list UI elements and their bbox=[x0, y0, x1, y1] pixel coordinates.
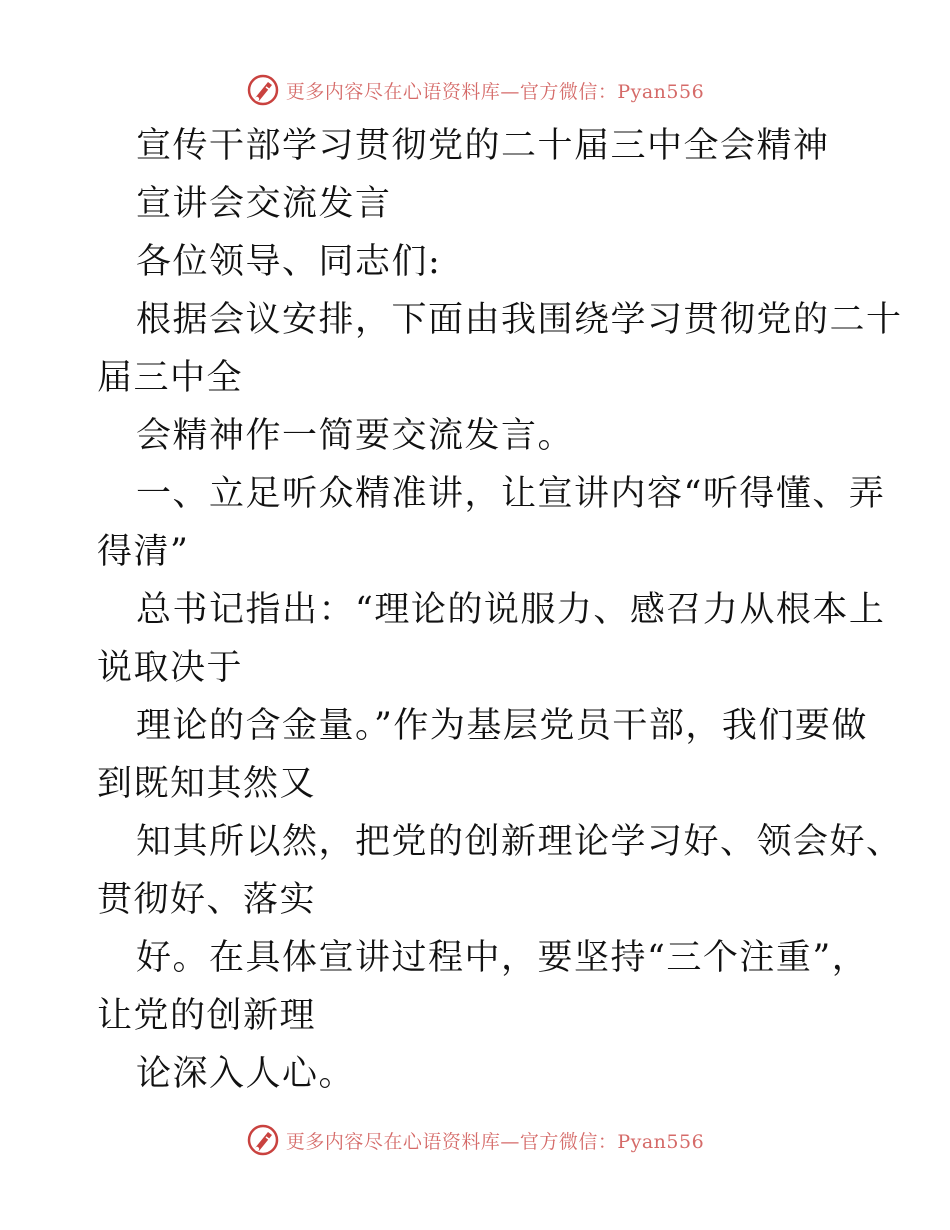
paragraph-line: 根据会议安排，下面由我围绕学习贯彻党的二十 bbox=[136, 300, 903, 340]
section-heading-line: 得清” bbox=[97, 532, 190, 572]
paragraph-line: 说取决于 bbox=[97, 648, 244, 688]
header-watermark bbox=[0, 70, 950, 110]
doc-title-line-1: 宣传干部学习贯彻党的二十届三中全会精神 bbox=[136, 126, 830, 166]
paragraph-line: 让党的创新理 bbox=[97, 996, 317, 1036]
paragraph-line: 知其所以然，把党的创新理论学习好、领会好、 bbox=[136, 822, 903, 862]
salutation: 各位领导、同志们: bbox=[136, 242, 442, 282]
pen-logo-icon bbox=[246, 1123, 280, 1157]
watermark-text: 更多内容尽在心语资料库—官方微信：Pyan556 bbox=[285, 1130, 705, 1153]
paragraph-line: 论深入人心。 bbox=[136, 1054, 356, 1094]
watermark-text: 更多内容尽在心语资料库—官方微信：Pyan556 bbox=[285, 80, 705, 103]
paragraph-line: 理论的含金量。”作为基层党员干部，我们要做 bbox=[136, 706, 868, 746]
paragraph-line: 贯彻好、落实 bbox=[97, 880, 317, 920]
paragraph-line: 到既知其然又 bbox=[97, 764, 317, 804]
paragraph-line: 总书记指出：“理论的说服力、感召力从根本上 bbox=[136, 590, 886, 630]
paragraph-line: 会精神作一简要交流发言。 bbox=[136, 416, 575, 456]
footer-watermark bbox=[0, 1120, 950, 1160]
section-heading-line: 一、立足听众精准讲，让宣讲内容“听得懂、弄 bbox=[136, 474, 886, 514]
paragraph-line: 好。在具体宣讲过程中，要坚持“三个注重”， bbox=[136, 938, 869, 978]
paragraph-line: 届三中全 bbox=[97, 358, 244, 398]
doc-title-line-2: 宣讲会交流发言 bbox=[136, 184, 392, 224]
pen-logo-icon bbox=[246, 73, 280, 107]
